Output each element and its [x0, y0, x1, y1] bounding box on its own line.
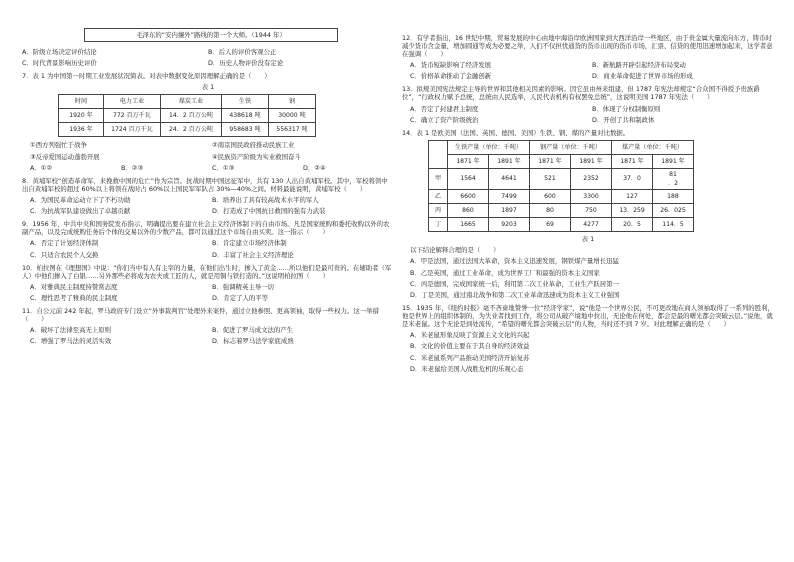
cell: 772 百万千瓦 — [104, 109, 161, 123]
q7-items-row-1 — [22, 141, 394, 149]
q15-option-c: C．米老鼠系列产品推动美国经济开始复苏 — [410, 353, 530, 362]
cell: 37．0 — [612, 168, 653, 189]
q6-option-c: C．时代背景影响历史评价 — [22, 59, 97, 68]
year-cell: 1891 年 — [489, 154, 530, 168]
q11-option-c: C．增强了罗马法的灵活实效 — [30, 337, 112, 346]
q7-items-row-2 — [22, 153, 394, 161]
cell: 80 — [530, 204, 571, 218]
q6-options-row-2 — [22, 59, 394, 67]
q9-option-d: D．丰富了社会主义经济理论 — [212, 250, 294, 259]
year-cell: 1871 年 — [530, 154, 571, 168]
q14-option-c: C．丙是德国，完成国家统一后，利用第二次工业革命，工业生产跃居第一 — [410, 279, 619, 288]
q9-option-c: C．只适合农民个人交换 — [30, 250, 99, 259]
header-time: 时间 — [59, 95, 104, 109]
row-label: 乙 — [429, 190, 448, 204]
q8-stem: 8．黄埔军校“创造革命军，来挽救中国的危亡”作为宗旨。抗战时期中国远征军中，共有 130 人出自黄埔军校。其中，军校将领中出自黄埔军校的超过 60%以上将领在战时占 60%以上国民军军队占 30%—40%之间。材料最能说明，黄埔军校（ ） — [22, 176, 388, 193]
q9-option-b: B．肯定建立市场经济体制 — [212, 239, 287, 248]
q7-option-a: A．①② — [30, 163, 53, 172]
q10-option-c: C．理性思考了雅典的民主制度 — [30, 293, 118, 302]
q12-option-c: C．价格革命推动了金融创新 — [410, 72, 492, 81]
q11-stem: 11．自公元前 242 年起，罗马政府专门设立“外事裁判官”处理外来案件，通过立他参照、更高领袖，取得一些权力。这一举措（ ） — [22, 306, 379, 323]
table-row — [429, 190, 694, 204]
q8-option-b: B．培养出了具有较高战术水平的军人 — [212, 195, 319, 204]
cell: 958683 吨 — [222, 123, 269, 137]
cell: 750 — [571, 204, 612, 218]
header-iron: 生铁 — [222, 95, 269, 109]
q9-option-a: A．否定了计划经济体制 — [30, 239, 99, 248]
cell: 1665 — [448, 218, 489, 232]
q7-item-3: ③反帝爱国运动蓬勃开展 — [30, 152, 100, 161]
q9-stem: 9．1956 年，中共中央和国务院发布指示，明确提出要在建立社会主义经济体制下的自由市场。凡是国家统购和委托收购以外的农副产品，以及完成统购任务后个体的交易以外的少数产品，都可以通过这个市场自由买卖。这一指示（ ） — [22, 220, 390, 237]
cell: 3300 — [571, 190, 612, 204]
q7-caption: 表 1 — [201, 83, 215, 92]
table-row — [429, 218, 694, 232]
q12-options-row-1 — [402, 61, 774, 69]
q12-stem: 12．有学者指出，16 世纪中期，贸易发展的中心由地中海沿岸欧洲国家到大西洋沿岸一些地区，由于贵金属大量流向东方，铸币时减少货币含金量，增加圆通等成为必要之举，人们不仅担忧通货的货币出现的货币市场，汇票、信贷的使用迅速增加起来，这学者意在强调（ ） — [402, 34, 773, 58]
q7-option-d: D．②④ — [303, 163, 326, 172]
cell: 4641 — [489, 168, 530, 189]
header-coal: 煤产量（单位：千吨） — [612, 140, 694, 154]
cell: 14．2 百万公吨 — [161, 109, 222, 123]
q14-option-d: D．丁是美国，通过南北战争和第二次工业革命迅速成为资本主义工业强国 — [410, 290, 620, 299]
cell: 6600 — [448, 190, 489, 204]
q11-option-d: D．标志着罗马法学家底成熟 — [212, 337, 294, 346]
q12-option-b: B．新航路开辟引起经济布局变动 — [592, 61, 686, 70]
q12-option-a: A．货币短缺影响了经济发展 — [410, 61, 492, 70]
q13-option-a: A．否定了封建君主制度 — [410, 104, 479, 113]
header-iron: 生铁产量（单位：千吨） — [448, 140, 530, 154]
q8-options-row-1 — [22, 196, 394, 204]
year-cell: 1871 年 — [448, 154, 489, 168]
header-power: 电力工业 — [104, 95, 161, 109]
cell: 1724 百万千瓦 — [104, 123, 161, 137]
q9-options-row-2 — [22, 251, 394, 259]
q10-options-row-1 — [22, 283, 394, 291]
q6-options-row-1 — [22, 48, 394, 56]
q7-option-b: B．②③ — [121, 163, 144, 172]
q14-caption: 表 1 — [581, 235, 595, 244]
q6-option-d: D．历史人物评价没有定论 — [208, 59, 284, 68]
q12-option-d: D．商业革命促进了世界市场的形成 — [592, 72, 693, 81]
q13-option-d: D．开创了共和制政体 — [592, 115, 655, 124]
cell: 69 — [530, 218, 571, 232]
q10-stem: 10．柏拉图在《理想国》中说：“你们当中有人有主宰的力量，在他们出生时，掺入了黄金……所以他们是最可贵的。在辅助者（军人）中他们掺入了白银……另外那些必将成为农夫或工匠的人，就是用铜与铁打造的。”这说明柏拉图（ ） — [22, 263, 392, 280]
q8-option-c: C．为抗战军队建设做出了卓越贡献 — [30, 207, 131, 216]
q13-stem: 13．拟规美国宪法规定主导的世界和其他相关因素的影响。因它虽由州来组建，但 1787 年宪法却规定“合众国不得授予贵族爵位”，“行政权力赋予总统，总统由人民选举，人民代表机构有权罢免总统”，这说明美国 1787 年宪法（ ） — [402, 85, 760, 102]
q11-option-b: B．促进了罗马成文法的产生 — [212, 326, 294, 335]
cell: 26．025 — [653, 204, 694, 218]
q14-stem: 14．表 1 是欧美国（法国、英国、德国、美国）生铁、钢、煤的产量对比数据。 — [402, 128, 630, 137]
q13-options-row-2 — [402, 116, 774, 124]
cell-value-wrap: ．2 — [668, 180, 678, 188]
q6-option-a: A．阶级立场决定评价结论 — [22, 48, 97, 56]
table-row — [429, 168, 694, 189]
header-coal: 煤炭工业 — [161, 95, 222, 109]
table-row — [59, 123, 316, 137]
q15-option-b: B．文化的价值主要在于其自身的经济效益 — [410, 342, 530, 351]
q7-stem: 7．表 1 为中国第一时期工业发展状况简表。对表中数据变化原因理解正确的是（ ） — [22, 72, 271, 81]
cell: 30000 吨 — [269, 109, 316, 123]
cell: 188 — [653, 190, 694, 204]
q7-item-2: ②南京国民政府推动民族工业 — [212, 141, 295, 150]
q14-lead: 以下结论解释合理的是（ ） — [410, 246, 500, 255]
right-column — [402, 34, 774, 376]
q7-item-4: ④民族资产阶级为实业救国奋斗 — [212, 152, 301, 161]
q7-item-1: ①西方列强忙于战争 — [30, 141, 87, 150]
q13-option-c: C．确立了资产阶级统治 — [410, 115, 479, 124]
cell: 438618 吨 — [222, 109, 269, 123]
q10-options-row-2 — [22, 294, 394, 302]
table-1 — [58, 94, 316, 137]
q13-option-b: B．体现了分权制衡原则 — [592, 104, 661, 113]
table-2 — [428, 140, 694, 232]
header-steel: 钢 — [269, 95, 316, 109]
q15-stem: 15．1935 年，《纽约时报》毫不吝啬地赞誉一位“经济学家”，说“他是一个世界公民，不可更改地在商人领袖取得了一系列的胜利，他是世界上的组织体制的，为失业者找到工作，将公司从破产境地中拉出，无论他在何处，都会是最的曙光都会突破云层。”说他，就是米老鼠。这个无论是到处流传，“希望的曙光都会突破云层”的人物，当时还不到 7 岁。对此理解正确的是（ ） — [402, 303, 774, 328]
left-column — [22, 0, 394, 348]
cell — [653, 168, 694, 189]
table-row — [429, 204, 694, 218]
q8-option-d: D．打造成了中国抗日救国的强有力武装 — [212, 207, 326, 216]
q10-option-d: D．肯定了人的平等 — [212, 293, 269, 302]
q15-option-d: D．米老鼠给美国人战胜危机的乐观心态 — [410, 364, 524, 373]
cell-value: 81 — [669, 170, 677, 178]
cell: 521 — [530, 168, 571, 189]
q7-option-c: C．①③ — [212, 163, 235, 172]
cell: 114．5 — [653, 218, 694, 232]
cell: 13．259 — [612, 204, 653, 218]
table-row — [59, 109, 316, 123]
q11-option-a: A．破坏了法律至高无上原则 — [30, 326, 112, 335]
q11-options-row-1 — [22, 326, 394, 334]
row-label: 甲 — [429, 168, 448, 189]
cell: 1936 年 — [59, 123, 104, 137]
q12-options-row-2 — [402, 72, 774, 80]
q10-option-a: A．对雅典民主制度持赞赏态度 — [30, 282, 118, 291]
cell: 4277 — [571, 218, 612, 232]
cell: 24．2 百万公吨 — [161, 123, 222, 137]
corner-cell — [429, 140, 448, 154]
header-steel: 钢产量（单位：千吨） — [530, 140, 612, 154]
row-label: 丙 — [429, 204, 448, 218]
corner-cell — [429, 154, 448, 168]
cell: 9203 — [489, 218, 530, 232]
year-cell: 1891 年 — [653, 154, 694, 168]
table-header — [59, 95, 316, 109]
q7-options-row — [22, 164, 394, 172]
q8-option-a: A．为国民革命运动立下了不朽功勋 — [30, 195, 131, 204]
cell: 127 — [612, 190, 653, 204]
q10-option-b: B．强调精英主导一切 — [212, 282, 274, 291]
q14-option-a: A．甲是法国，通过法国大革命，资本主义迅速发展，钢铁煤产量增长迅猛 — [410, 257, 619, 266]
q8-options-row-2 — [22, 207, 394, 215]
q14-option-b: B．乙是英国，通过工业革命，成为世界工厂和最强的资本主义国家 — [410, 268, 600, 277]
quote-box: 毛泽东的“安内攘外”路线的第一个大师。（1944 年） — [84, 28, 338, 42]
row-label: 丁 — [429, 218, 448, 232]
q11-options-row-2 — [22, 337, 394, 345]
table-year-row — [429, 154, 694, 168]
cell: 600 — [530, 190, 571, 204]
cell: 1564 — [448, 168, 489, 189]
cell: 2352 — [571, 168, 612, 189]
q6-option-b: B．后人的评价客观公正 — [208, 48, 277, 56]
cell: 1920 年 — [59, 109, 104, 123]
cell: 1897 — [489, 204, 530, 218]
q13-options-row-1 — [402, 105, 774, 113]
year-cell: 1871 年 — [612, 154, 653, 168]
q9-options-row-1 — [22, 239, 394, 247]
q15-option-a: A．米老鼠形象反映了资源主义文化的兴起 — [410, 331, 530, 340]
table-header — [429, 140, 694, 154]
cell: 860 — [448, 204, 489, 218]
cell: 7499 — [489, 190, 530, 204]
cell: 20．5 — [612, 218, 653, 232]
year-cell: 1891 年 — [571, 154, 612, 168]
cell: 556317 吨 — [269, 123, 316, 137]
